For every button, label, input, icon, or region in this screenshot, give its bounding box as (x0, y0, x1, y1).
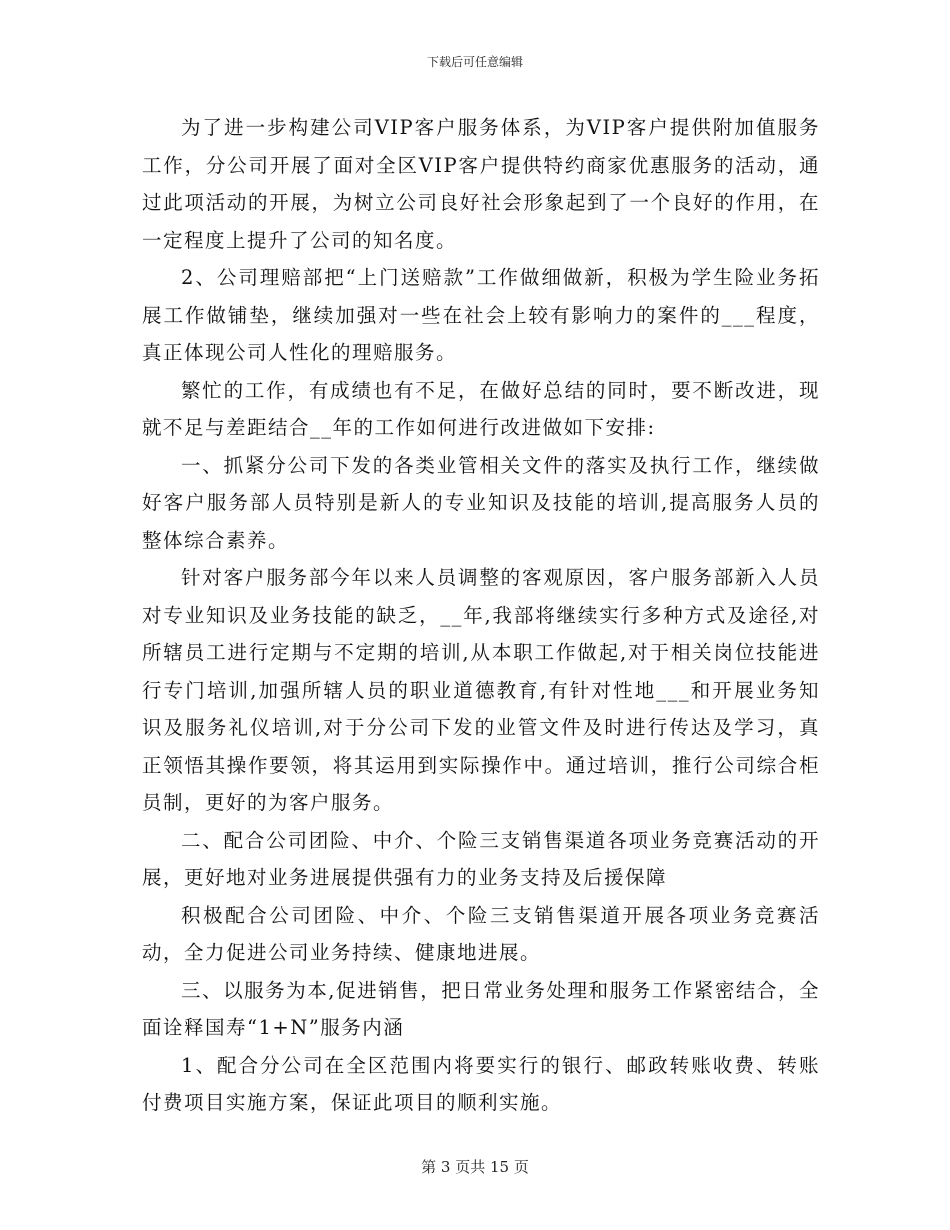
paragraph-section-two: 二、配合公司团险、中介、个险三支销售渠道各项业务竞赛活动的开展，更好地对业务进展提供强有力的业务支持及后援保障 (142, 828, 820, 889)
paragraph-sales-support: 积极配合公司团险、中介、个险三支销售渠道开展各项业务竞赛活动，全力促进公司业务持续、健康地进展。 (142, 903, 820, 964)
page-number: 第 3 页共 15 页 (421, 1158, 529, 1176)
paragraph-claims: 2、公司理赔部把“上门送赔款”工作做细做新，积极为学生险业务拓展工作做铺垫，继续加强对一些在社会上较有影响力的案件的___程度，真正体现公司人性化的理赔服务。 (142, 266, 820, 364)
paragraph-training: 针对客户服务部今年以来人员调整的客观原因，客户服务部新入人员对专业知识及业务技能的缺乏，__年,我部将继续实行多种方式及途径,对所辖员工进行定期与不定期的培训,从本职工作做起,对于相关岗位技能进行专门培训,加强所辖人员的职业道德教育,有针对性地___和开展业务知识及服务礼仪培训,对于分公司下发的业管文件及时进行传达及学习，真正领悟其操作要领，将其运用到实际操作中。通过培训，推行公司综合柜员制，更好的为客户服务。 (142, 566, 820, 814)
document-body (142, 109, 820, 1122)
paragraph-section-one: 一、抓紧分公司下发的各类业管相关文件的落实及执行工作，继续做好客户服务部人员特别是新人的专业知识及技能的培训,提高服务人员的整体综合素养。 (142, 453, 820, 552)
page-header-note: 下载后可任意编辑 (426, 55, 523, 69)
paragraph-summary-intro: 繁忙的工作，有成绩也有不足，在做好总结的同时，要不断改进，现就不足与差距结合__年的工作如何进行改进做如下安排: (142, 378, 820, 439)
paragraph-vip-service: 为了进一步构建公司VIP客户服务体系，为VIP客户提供附加值服务工作，分公司开展了面对全区VIP客户提供特约商家优惠服务的活动，通过此项活动的开展，为树立公司良好社会形象起到了一个良好的作用，在一定程度上提升了公司的知名度。 (142, 116, 820, 252)
paragraph-payment-project: 1、配合分公司在全区范围内将要实行的银行、邮政转账收费、转账付费项目实施方案，保证此项目的顺利实施。 (142, 1053, 820, 1114)
paragraph-section-three: 三、以服务为本,促进销售，把日常业务处理和服务工作紧密结合，全面诠释国寿“1+N”服务内涵 (142, 978, 820, 1039)
